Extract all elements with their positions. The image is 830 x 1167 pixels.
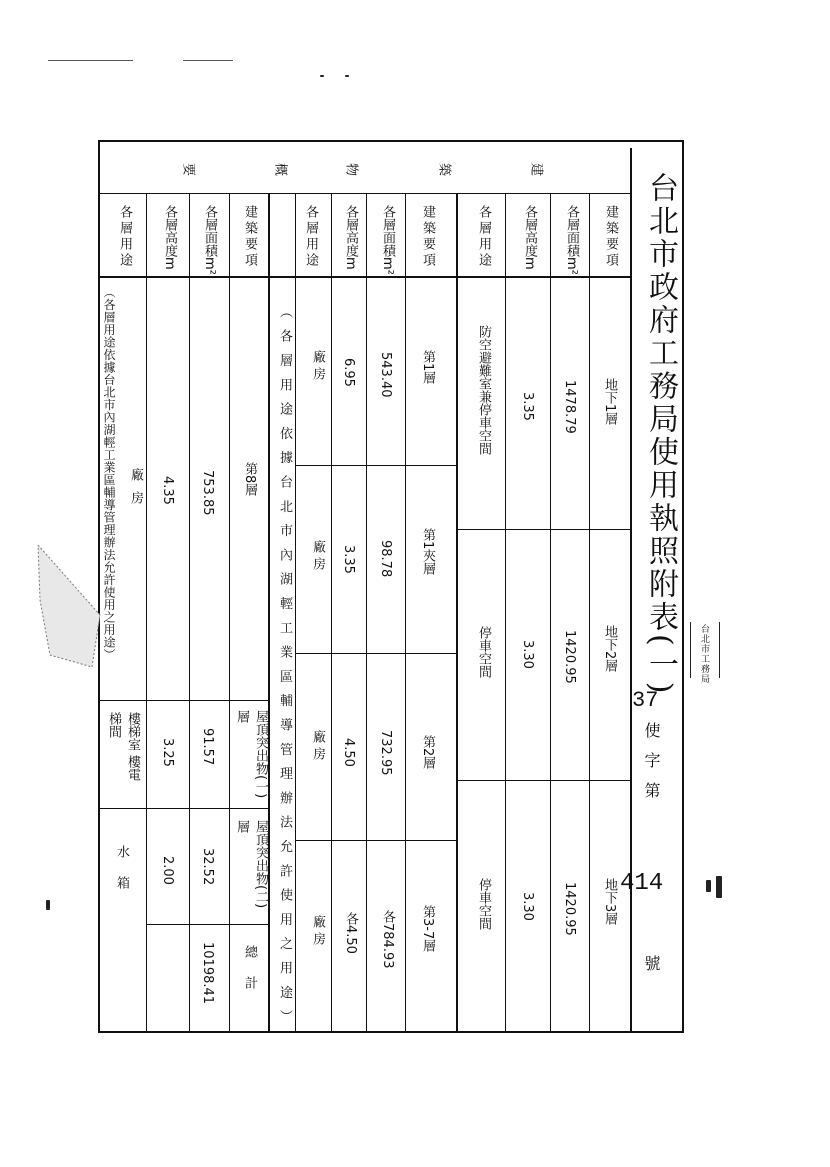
b2-use: 停車空間: [476, 626, 491, 678]
b1-height: 3.35: [520, 392, 535, 421]
b2-height: 3.30: [520, 640, 535, 669]
b3-use: 停車空間: [476, 878, 491, 930]
hdr-height-upper: 各層高度m: [343, 205, 358, 270]
hdr-area-basement: 各層面積m²: [564, 205, 579, 275]
top-use-note: （各層用途依據台北市內湖輕工業區輔導管理辦法允許使用之用途）: [102, 286, 116, 661]
category-char-2: 築: [436, 162, 452, 176]
f1m-height: 3.35: [341, 545, 356, 574]
roof1-use: 樓梯室 樓電梯間: [106, 712, 140, 782]
f1-floor: 第1層: [420, 350, 435, 385]
f3-7-height: 各4.50: [343, 912, 358, 954]
hdr-use-upper: 各層用途: [303, 205, 318, 269]
total-area: 10198.41: [200, 942, 215, 1005]
roof1-area: 91.57: [200, 728, 215, 766]
b1-use: 防空避難室兼停車空間: [476, 325, 491, 455]
hdr-height-basement: 各層高度m: [522, 205, 537, 270]
hdr-item-top: 建築要項: [242, 205, 257, 269]
f2-use: 廠房: [310, 730, 325, 764]
hdr-area-upper: 各層面積m²: [380, 205, 395, 275]
f8-height: 4.35: [160, 476, 175, 505]
b3-floor: 地下3層: [602, 878, 617, 926]
upper-use-note: （各層用途依據台北市內湖輕工業區輔導管理辦法允許使用之用途）: [277, 305, 292, 1034]
f2-height: 4.50: [341, 738, 356, 767]
b3-area: 1420.95: [562, 882, 577, 936]
license-suffix: 號: [642, 955, 661, 971]
f8-floor: 第8層: [242, 462, 257, 497]
roof1-height: 3.25: [160, 738, 175, 767]
category-char-5: 要: [180, 162, 196, 176]
hdr-height-top: 各層高度m: [162, 205, 177, 270]
f1m-area: 98.78: [378, 540, 393, 578]
f1m-use: 廠房: [310, 540, 325, 574]
form-title: 台北市政府工務局使用執照附表(一): [643, 172, 678, 697]
scan-artifact: [30, 545, 105, 670]
f8-use: 廠房: [128, 468, 143, 514]
hdr-area-top: 各層面積m²: [202, 205, 217, 275]
b3-height: 3.30: [520, 892, 535, 921]
roof2-area: 32.52: [200, 848, 215, 886]
hdr-item-upper: 建築要項: [420, 205, 435, 269]
roof2-floor: 屋頂突出物(二)層: [234, 820, 268, 909]
f8-area: 753.85: [200, 470, 215, 516]
hdr-use-basement: 各層用途: [476, 205, 491, 269]
category-char-3: 物: [343, 162, 359, 176]
b1-floor: 地下1層: [602, 378, 617, 426]
category-char-1: 建: [528, 162, 544, 176]
total-label: 總計: [242, 945, 257, 1007]
f1-height: 6.95: [341, 358, 356, 387]
f1-use: 廠房: [310, 350, 325, 384]
office-stamp: 台北市工務局: [690, 622, 720, 678]
f3-7-use: 廠房: [310, 915, 325, 949]
f1m-floor: 第1夾層: [420, 528, 435, 576]
f1-area: 543.40: [378, 352, 393, 398]
license-year: 37: [632, 688, 659, 713]
f3-7-floor: 第3-7層: [420, 905, 435, 953]
roof2-use: 水箱: [114, 845, 129, 907]
hdr-use-top: 各層用途: [117, 205, 132, 269]
f2-floor: 第2層: [420, 735, 435, 770]
category-char-4: 概: [272, 162, 288, 176]
b2-area: 1420.95: [562, 630, 577, 684]
f2-area: 732.95: [378, 730, 393, 776]
b2-floor: 地下2層: [602, 625, 617, 673]
f3-7-area: 各784.93: [380, 910, 395, 969]
b1-area: 1478.79: [562, 380, 577, 434]
license-prefix: 使字第: [642, 722, 661, 812]
license-number: 414: [620, 870, 664, 897]
roof1-floor: 屋頂突出物(一)層: [234, 710, 268, 799]
roof2-height: 2.00: [160, 856, 175, 885]
hdr-item-basement: 建築要項: [603, 205, 618, 269]
